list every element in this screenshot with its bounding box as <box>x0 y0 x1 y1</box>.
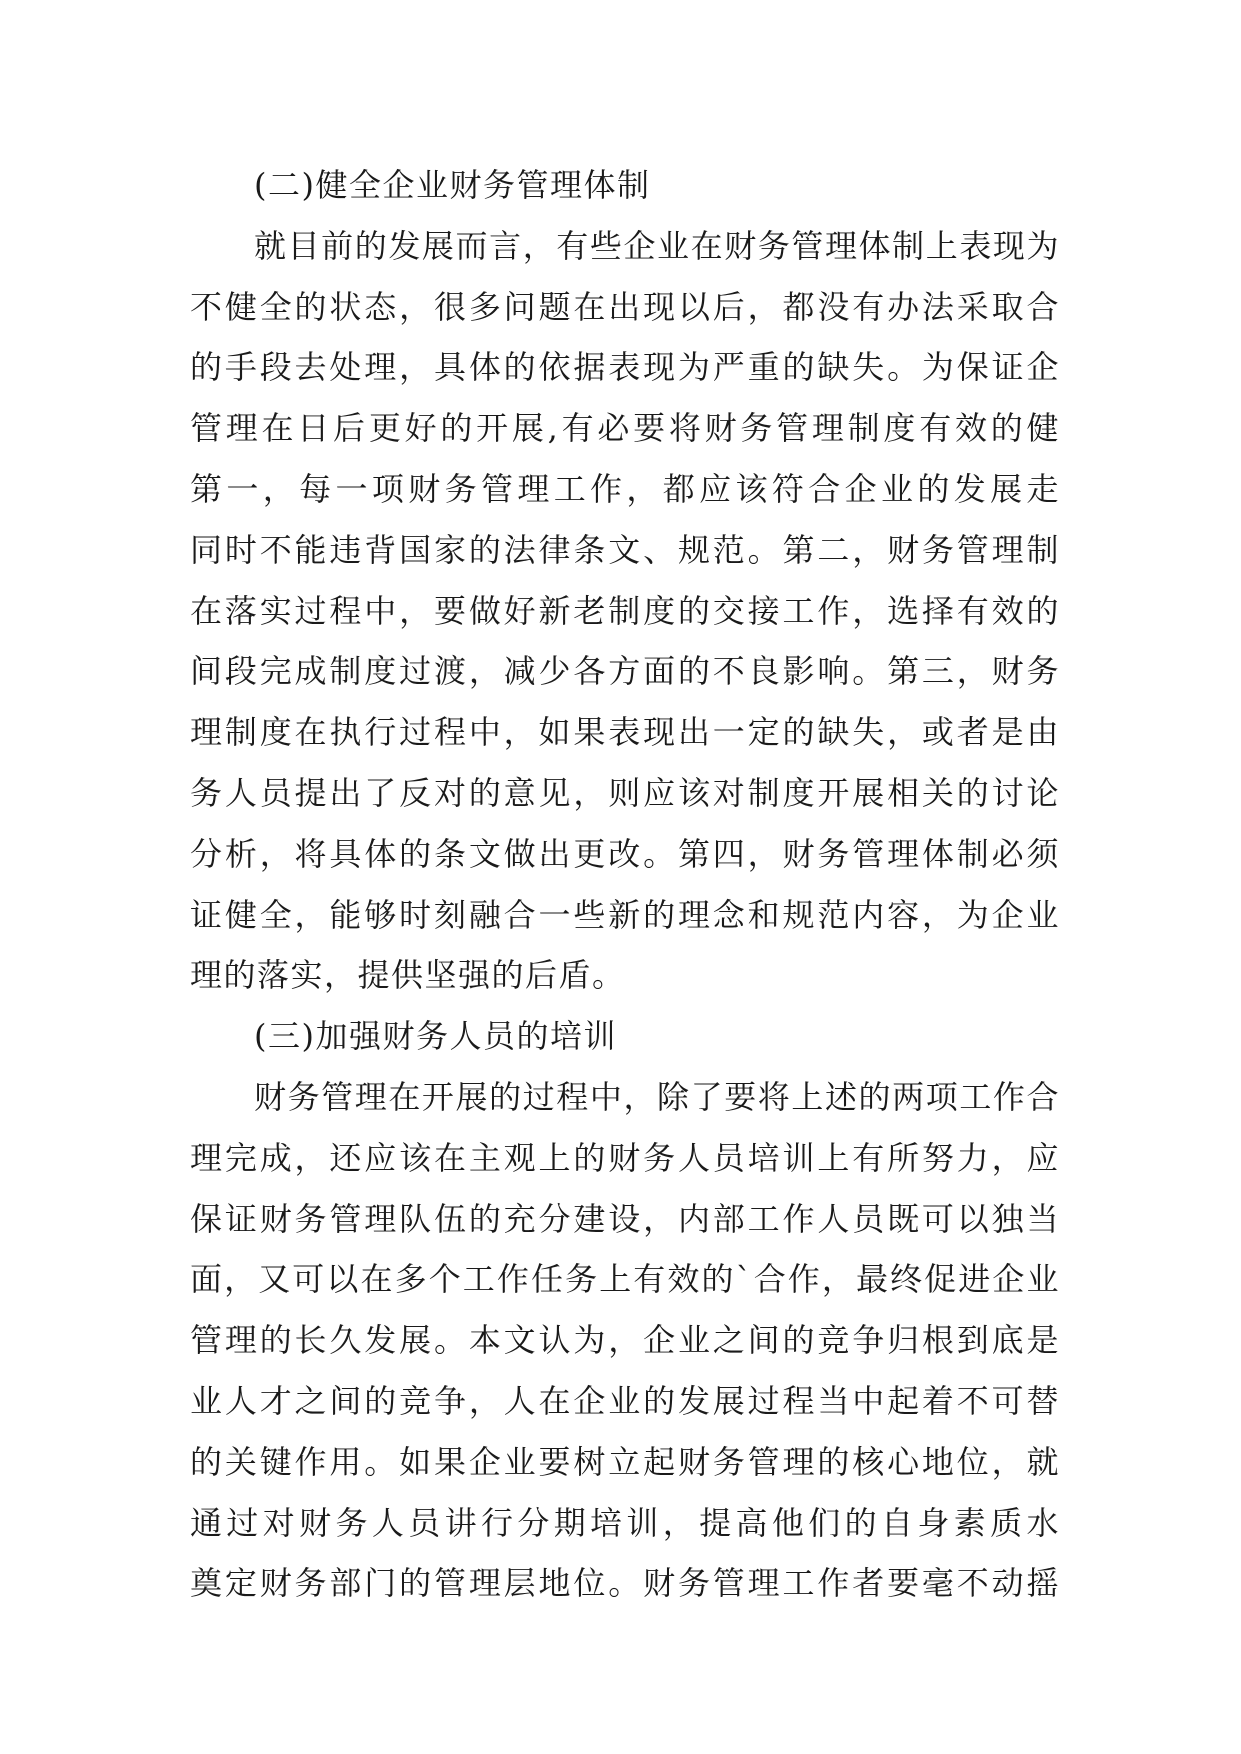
document-body <box>190 155 1060 1614</box>
paragraph-line: 理完成，还应该在主观上的财务人员培训上有所努力，应 <box>190 1138 1060 1177</box>
paragraph-line: 间段完成制度过渡，减少各方面的不良影响。第三，财务 <box>190 652 1060 691</box>
paragraph-line: 证健全，能够时刻融合一些新的理念和规范内容，为企业 <box>190 895 1060 934</box>
paragraph-line: 通过对财务人员讲行分期培训，提高他们的自身素质水 <box>190 1503 1060 1542</box>
paragraph-line: 财务管理在开展的过程中，除了要将上述的两项工作合 <box>254 1077 1060 1116</box>
paragraph-line: 第一，每一项财务管理工作，都应该符合企业的发展走 <box>190 469 1060 508</box>
paragraph-line: 管理的长久发展。本文认为，企业之间的竞争归根到底是 <box>190 1321 1060 1360</box>
paragraph-line: 业人才之间的竞争，人在企业的发展过程当中起着不可替 <box>190 1381 1060 1420</box>
paragraph-line: 在落实过程中，要做好新老制度的交接工作，选择有效的 <box>190 591 1060 630</box>
paragraph-line: 同时不能违背国家的法律条文、规范。第二，财务管理制 <box>190 530 1060 569</box>
paragraph-line: 面，又可以在多个工作任务上有效的`合作，最终促进企业 <box>190 1260 1060 1299</box>
section-heading-3: (三)加强财务人员的培训 <box>254 1017 617 1056</box>
paragraph-line: 保证财务管理队伍的充分建设，内部工作人员既可以独当 <box>190 1199 1060 1238</box>
paragraph-line: 的关键作用。如果企业要树立起财务管理的核心地位，就 <box>190 1442 1060 1481</box>
paragraph-line: 就目前的发展而言，有些企业在财务管理体制上表现为 <box>254 226 1060 265</box>
paragraph-line: 理制度在执行过程中，如果表现出一定的缺失，或者是由 <box>190 713 1060 752</box>
paragraph-last-line: 理的落实，提供坚强的后盾。 <box>190 956 626 995</box>
paragraph-line: 不健全的状态，很多问题在出现以后，都没有办法采取合 <box>190 287 1060 326</box>
paragraph-line: 奠定财务部门的管理层地位。财务管理工作者要毫不动摇 <box>190 1564 1060 1603</box>
paragraph-line: 的手段去处理，具体的依据表现为严重的缺失。为保证企 <box>190 348 1060 387</box>
paragraph-line: 分析，将具体的条文做出更改。第四，财务管理体制必须 <box>190 834 1060 873</box>
section-heading-2: (二)健全企业财务管理体制 <box>254 166 651 204</box>
paragraph-line: 管理在日后更好的开展,有必要将财务管理制度有效的健 <box>190 409 1060 448</box>
paragraph-line: 务人员提出了反对的意见，则应该对制度开展相关的讨论 <box>190 773 1060 812</box>
